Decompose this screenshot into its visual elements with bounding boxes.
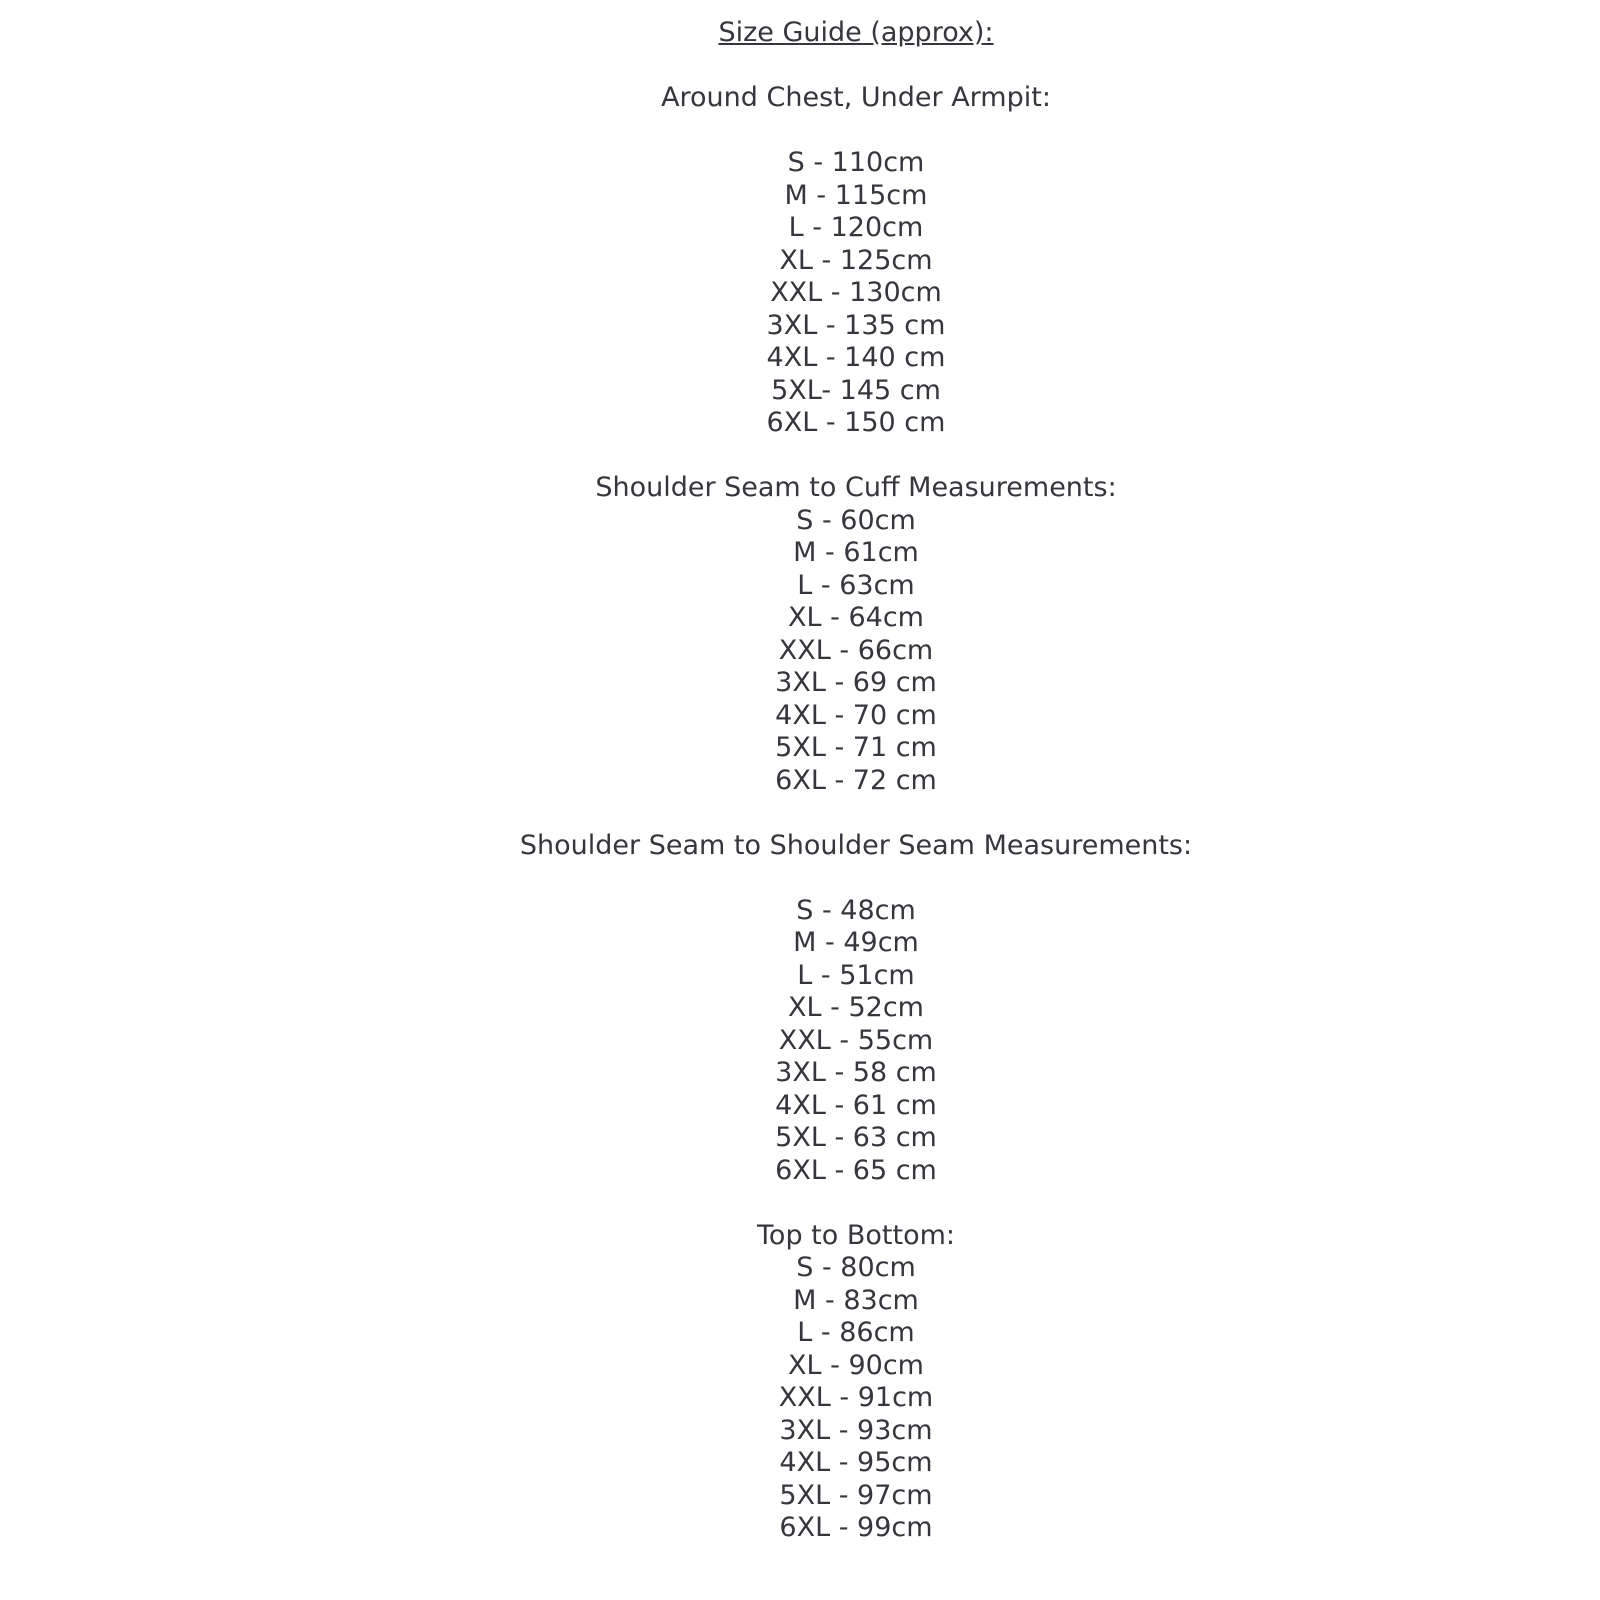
size-row: 4XL - 140 cm xyxy=(766,342,946,373)
size-row: S - 110cm xyxy=(787,147,925,178)
size-row: 4XL - 70 cm xyxy=(775,699,937,731)
section-heading: Shoulder Seam to Cuff Measurements: xyxy=(595,472,1117,503)
size-row: M - 49cm xyxy=(793,927,919,958)
size-row: XXL - 55cm xyxy=(778,1024,934,1056)
size-row: 3XL - 135 cm xyxy=(766,309,946,341)
size-row: 5XL - 71 cm xyxy=(775,732,937,763)
size-row: 3XL - 93cm xyxy=(779,1414,933,1446)
size-row: M - 115cm xyxy=(784,179,928,211)
size-row: 5XL- 145 cm xyxy=(771,374,941,406)
size-row: L - 86cm xyxy=(797,1317,915,1348)
size-row: S - 48cm xyxy=(796,894,916,926)
size-row: 6XL - 72 cm xyxy=(775,764,937,796)
section-around-chest xyxy=(112,82,1600,440)
size-row: 3XL - 69 cm xyxy=(775,667,937,698)
size-row: XL - 90cm xyxy=(788,1349,924,1381)
size-row: M - 83cm xyxy=(793,1284,919,1316)
size-row: XL - 64cm xyxy=(788,602,924,633)
size-row: L - 51cm xyxy=(797,959,915,991)
section-heading: Top to Bottom: xyxy=(757,1219,955,1251)
size-row: 4XL - 61 cm xyxy=(775,1089,937,1121)
size-row: 4XL - 95cm xyxy=(779,1447,933,1478)
size-row: L - 63cm xyxy=(797,569,915,601)
size-row: XL - 125cm xyxy=(779,244,933,276)
size-row: XXL - 66cm xyxy=(778,634,934,666)
section-heading: Shoulder Seam to Shoulder Seam Measurements: xyxy=(519,829,1193,861)
size-row: 5XL - 97cm xyxy=(779,1479,933,1511)
size-row: S - 60cm xyxy=(796,504,916,536)
section-top-to-bottom xyxy=(112,1220,1600,1545)
size-row: 6XL - 150 cm xyxy=(766,407,946,438)
size-row: L - 120cm xyxy=(788,212,924,243)
size-row: XXL - 130cm xyxy=(770,277,942,308)
section-shoulder-to-cuff xyxy=(112,472,1600,797)
size-row: S - 80cm xyxy=(796,1252,916,1283)
size-row: 5XL - 63 cm xyxy=(775,1122,937,1153)
size-row: 6XL - 65 cm xyxy=(775,1154,937,1186)
size-row: XXL - 91cm xyxy=(778,1382,934,1413)
size-row: XL - 52cm xyxy=(788,992,924,1023)
page-title: Size Guide (approx): xyxy=(718,17,994,48)
size-row: 6XL - 99cm xyxy=(779,1512,933,1543)
section-heading: Around Chest, Under Armpit: xyxy=(661,82,1051,113)
size-row: M - 61cm xyxy=(793,537,919,568)
size-row: 3XL - 58 cm xyxy=(775,1057,937,1088)
section-shoulder-to-shoulder xyxy=(112,830,1600,1188)
